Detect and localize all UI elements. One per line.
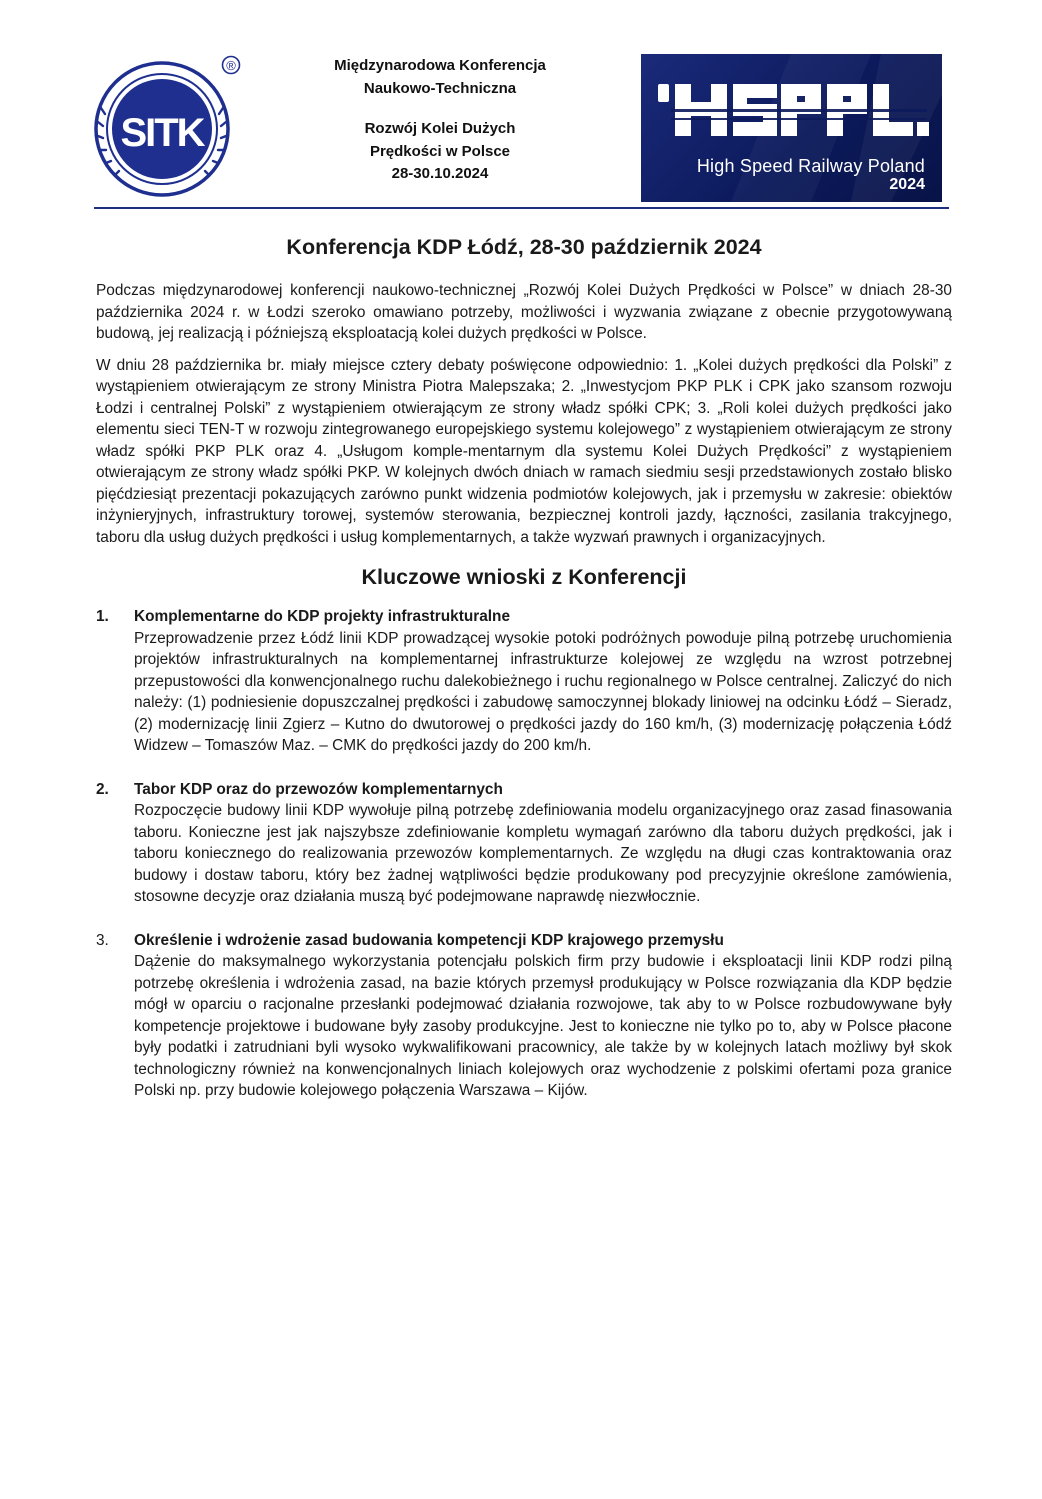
header-divider: [94, 207, 949, 209]
item-title: Określenie i wdrożenie zasad budowania kompetencji KDP krajowego przemysłu: [134, 931, 724, 949]
hsp-pl-logo: [641, 54, 942, 202]
item-text: Dążenie do maksymalnego wykorzystania potencjału polskich firm przy budowie i eksploatacji linii KDP rodzi pilną potrzebę określenia i wdrożenia zasad, na bazie których przemysł produkujący w Polsce rozwiązania dla KDP będzie mógł w oparciu o racjonalne przesłanki podejmować działania rozwojowe, tak aby to w Polsce rozbudowywane były kompetencje projektowe i budowane były zasoby produkcyjne. Jest to konieczne nie tylko po to, aby w Polsce płacone były podatki i zatrudniani byli wysoko wykwalifikowani pracownicy, ale także by w kolejnych latach możliwy był skok technologiczny również na konwencjonalnych liniach kolejowych oraz wychodzenie z polskimi ofertami poza granice Polski np. przy budowie kolejowego połączenia Warszawa – Kijów.: [134, 953, 952, 1099]
sitk-logo-letters: SITK: [120, 111, 204, 155]
document-body: [96, 232, 952, 1124]
header-line: Prędkości w Polsce: [369, 142, 511, 160]
debates-paragraph: W dniu 28 października br. miały miejsce cztery debaty poświęcone odpowiednio: 1. „Kolei dużych prędkości dla Polski” z wystąpieniem otwierającym ze strony Ministra Piotra Malepszaka; 2. „Inwestycjom PKP PLK i CPK jako szansom rozwoju Łodzi i centralnej Polski” z wystąpieniem otwierającym ze strony władz spółki CPK; 3. „Roli kolei dużych prędkości jako elementu sieci TEN-T w rozwoju zintegrowanego europejskiego systemu kolejowego” z wystąpieniem otwierającym ze strony władz spółki PKP PLK oraz 4. „Usługom komple-mentarnym dla systemu Kolei Dużych Prędkości” z wystąpieniem otwierającym ze strony władz spółki PKP. W kolejnych dwóch dniach w ramach siedmiu sesji przedstawionych zostało blisko pięćdziesiąt prezentacji pokazujących zarówno punkt widzenia podmiotów kolejowych, jak i przemysłu w zakresie: obiektów inżynieryjnych, infrastruktury torowej, systemów sterowania, bezpiecznej kontroli jazdy, łączności, zasilania trakcyjnego, taboru dla usług dużych prędkości i usług komplementarnych, a także wyzwań prawnych i organizacyjnych.: [96, 356, 952, 546]
header-line: Naukowo-Techniczna: [363, 79, 517, 97]
sitk-logo: [92, 52, 242, 202]
item-title: Tabor KDP oraz do przewozów komplementarnych: [134, 780, 503, 798]
item-number: 1.: [96, 608, 109, 625]
item-title: Komplementarne do KDP projekty infrastrukturalne: [134, 608, 511, 625]
page-header: [0, 0, 1042, 215]
item-text: Przeprowadzenie przez Łódź linii KDP prowadzącej wysokie potoki podróżnych powoduje pilną potrzebę uruchomienia projektów infrastrukturalnych na komplementarnej infrastrukturze kolejowej ze względu na wzrost potrzebnej przepustowości dla konwencjonalnego ruchu dalekobieżnego i ruchu regionalnego w Polsce centralnej. Zaliczyć do nich należy: (1) podniesienie dopuszczalnej prędkości i zabudowę samoczynnej blokady liniowej na odcinku Łódź – Sieradz, (2) modernizację linii Zgierz – Kutno do dwutorowej o prędkości jazdy do 160 km/h, (3) modernizację połączenia Łódź Widzew – Tomaszów Maz. – CMK do prędkości jazdy do 200 km/h.: [134, 629, 952, 754]
item-number: 3.: [96, 931, 109, 949]
intro-paragraph: Podczas międzynarodowej konferencji naukowo-technicznej „Rozwój Kolei Dużych Prędkości w Polsce” w dniach 28-30 października 2024 r. w Łodzi szeroko omawiano potrzeby, możliwości i wyzwania związane z obecnie przygotowywaną budową, jej realizacją i późniejszą eksploatacją kolei dużych prędkości w Polsce.: [96, 282, 952, 342]
registered-mark: ®: [226, 58, 236, 73]
conclusion-item: [96, 606, 952, 757]
conclusion-item: [96, 930, 952, 1102]
hsp-year: 2024: [889, 176, 925, 193]
item-text: Rozpoczęcie budowy linii KDP wywołuje pilną potrzebę zdefiniowania modelu organizacyjnego oraz zasad finasowania taboru. Konieczne jest jak najszybsze zdefiniowanie kompletu wymagań zarówno dla taboru dużych prędkości, jak i taboru koniecznego do realizowania przewozów komplementarnych. Ze względu na długi czas kontraktowania oraz budowy i dostaw taboru, który bez żadnej wątpliwości będzie produkowany pod precyzyjnie określone zamówienia, stosowne decyzje oraz działania muszą być podejmowane naprawdę niezwłocznie.: [134, 802, 952, 905]
hsp-subtitle: High Speed Railway Poland: [696, 156, 925, 176]
item-number: 2.: [96, 780, 109, 798]
document-title: Konferencja KDP Łódź, 28-30 październik 2024: [286, 235, 762, 259]
header-line: Międzynarodowa Konferencja: [334, 57, 546, 74]
conference-header-text: [250, 55, 630, 186]
header-line: 28-30.10.2024: [391, 165, 489, 182]
header-line: Rozwój Kolei Dużych: [364, 120, 516, 137]
section-title: Kluczowe wnioski z Konferencji: [361, 565, 687, 589]
conclusion-item: [96, 779, 952, 908]
